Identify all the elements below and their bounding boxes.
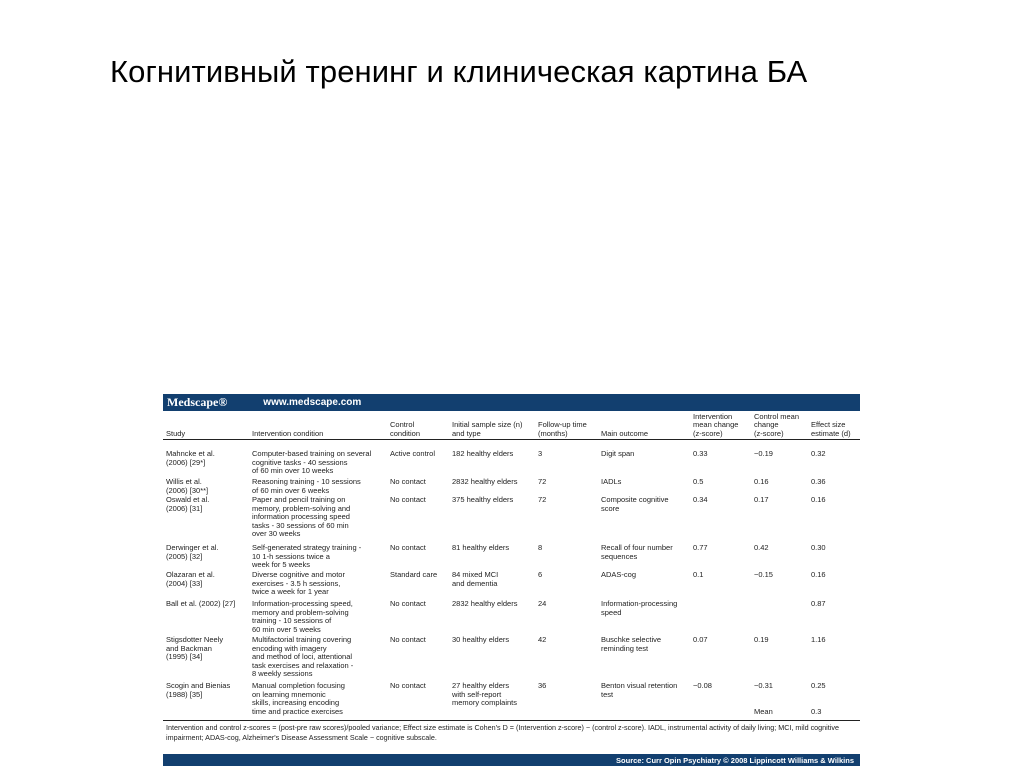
cell-sample: 84 mixed MCI and dementia [452, 570, 499, 588]
cell-outcome: IADLs [601, 477, 622, 486]
cell-followup: 72 [538, 495, 547, 504]
medscape-logo: Medscape® [167, 395, 228, 409]
header-sample: Initial sample size (n) and type [452, 420, 523, 438]
cell-followup: 36 [538, 681, 547, 690]
cell-effect-size: 0.16 [811, 495, 826, 504]
cell-followup: 3 [538, 449, 543, 458]
cell-outcome: Digit span [601, 449, 635, 458]
cell-followup: 24 [538, 599, 547, 608]
cell-intervention: Computer-based training on several cognitive tasks - 40 sessions of 60 min over 10 weeks [252, 449, 372, 475]
cell-study: Olazaran et al. (2004) [33] [166, 570, 215, 588]
cell-study: Willis et al. (2006) [30**] [166, 477, 209, 495]
cell-intervention-change: 0.1 [693, 570, 704, 579]
table-header [163, 411, 860, 440]
cell-study: Mahncke et al. (2006) [29*] [166, 449, 215, 467]
cell-control-change: −0.19 [754, 449, 773, 458]
cell-outcome: Composite cognitive score [601, 495, 669, 513]
cell-intervention: Self-generated strategy training - 10 1-h sessions twice a week for 5 weeks [252, 543, 362, 569]
cell-intervention-change: 0.07 [693, 635, 708, 644]
cell-sample: 2832 healthy elders [452, 477, 518, 486]
table-bottom-rule [163, 720, 860, 721]
cell-effect-size: 0.16 [811, 570, 826, 579]
cell-effect-size: 0.36 [811, 477, 826, 486]
cell-intervention-change: −0.08 [693, 681, 712, 690]
cell-effect-size: 1.16 [811, 635, 826, 644]
cell-intervention-change: 0.34 [693, 495, 708, 504]
header-study: Study [166, 428, 186, 438]
cell-effect-size: 0.32 [811, 449, 826, 458]
header-intervention: Intervention condition [252, 428, 324, 438]
cell-control: No contact [390, 477, 426, 486]
cell-intervention-change: 0.77 [693, 543, 708, 552]
cell-study: Stigsdotter Neely and Backman (1995) [34] [166, 635, 224, 661]
cell-sample: 27 healthy elders with self-report memory complaints [452, 681, 518, 707]
header-control-change: Control mean change (z-score) [754, 411, 800, 438]
cell-effect-size: 0.87 [811, 599, 826, 608]
cell-control: No contact [390, 681, 426, 690]
cell-intervention-change: 0.33 [693, 449, 708, 458]
cell-control: No contact [390, 543, 426, 552]
cell-control: No contact [390, 635, 426, 644]
cell-intervention: Diverse cognitive and motor exercises - 3.5 h sessions, twice a week for 1 year [252, 570, 345, 596]
cell-control-change: 0.19 [754, 635, 769, 644]
cell-control-change: 0.42 [754, 543, 769, 552]
cell-control: Standard care [390, 570, 438, 579]
table-footnote: Intervention and control z-scores = (post-pre raw scores)/pooled variance; Effect size estimate is Cohen's D = (Intervention z-score) − (control z-score). IADL, instrumental activity of daily living; MCI, mild cognitive impairment; ADAS-cog, Alzheimer's Disease Assessment Scale − cognitive subscale. [166, 723, 839, 742]
cell-sample: 81 healthy elders [452, 543, 510, 552]
slide-title: Когнитивный тренинг и клиническая картина БА [110, 54, 808, 89]
cell-intervention: Reasoning training - 10 sessions of 60 min over 6 weeks [252, 477, 361, 495]
header-effect-size: Effect size estimate (d) [811, 420, 851, 438]
header-outcome: Main outcome [601, 428, 649, 438]
cell-study: Scogin and Bienias (1988) [35] [166, 681, 231, 699]
cell-followup: 8 [538, 543, 543, 552]
cell-outcome: Benton visual retention test [601, 681, 678, 699]
cell-control-change: 0.16 [754, 477, 769, 486]
cell-followup: 72 [538, 477, 547, 486]
cell-outcome: Buschke selective reminding test [601, 635, 662, 653]
source-credit: Source: Curr Opin Psychiatry © 2008 Lippincott Williams & Wilkins [616, 755, 854, 765]
cell-intervention: Paper and pencil training on memory, problem-solving and information processing speed tasks - 30 sessions of 60 min over 30 weeks [252, 495, 351, 538]
cell-followup: 6 [538, 570, 543, 579]
cell-control: No contact [390, 495, 426, 504]
medscape-banner [163, 394, 860, 411]
table-figure [163, 394, 860, 768]
medscape-url: www.medscape.com [263, 397, 362, 408]
cell-outcome: ADAS-cog [601, 570, 637, 579]
source-bar [163, 754, 860, 766]
header-control: Control condition [390, 420, 421, 438]
mean-label: Mean [754, 707, 773, 716]
cell-sample: 30 healthy elders [452, 635, 510, 644]
cell-effect-size: 0.25 [811, 681, 826, 690]
cell-sample: 2832 healthy elders [452, 599, 518, 608]
cell-intervention: Multifactorial training covering encoding with imagery and method of loci, attentional task exercises and relaxation - 8 weekly sessions [252, 635, 354, 678]
cell-control-change: −0.31 [754, 681, 773, 690]
cell-study: Ball et al. (2002) [27] [166, 599, 236, 608]
cell-intervention: Manual completion focusing on learning mnemonic skills, increasing encoding time and practice exercises [252, 681, 345, 716]
cell-study: Derwinger et al. (2005) [32] [166, 543, 219, 561]
cell-study: Oswald et al. (2006) [31] [166, 495, 210, 513]
cell-control-change: −0.15 [754, 570, 773, 579]
header-intervention-change: Intervention mean change (z-score) [693, 411, 739, 438]
cell-intervention-change: 0.5 [693, 477, 704, 486]
cell-outcome: Information-processing speed [601, 599, 678, 617]
cell-sample: 375 healthy elders [452, 495, 514, 504]
mean-value: 0.3 [811, 707, 822, 716]
cell-control: No contact [390, 599, 426, 608]
cell-followup: 42 [538, 635, 547, 644]
cell-control-change: 0.17 [754, 495, 769, 504]
header-followup: Follow-up time (months) [538, 420, 587, 438]
cell-control: Active control [390, 449, 436, 458]
cell-sample: 182 healthy elders [452, 449, 514, 458]
cell-effect-size: 0.30 [811, 543, 826, 552]
cell-intervention: Information-processing speed, memory and problem-solving training - 10 sessions of 60 min over 5 weeks [252, 599, 353, 634]
cell-outcome: Recall of four number sequences [601, 543, 673, 561]
